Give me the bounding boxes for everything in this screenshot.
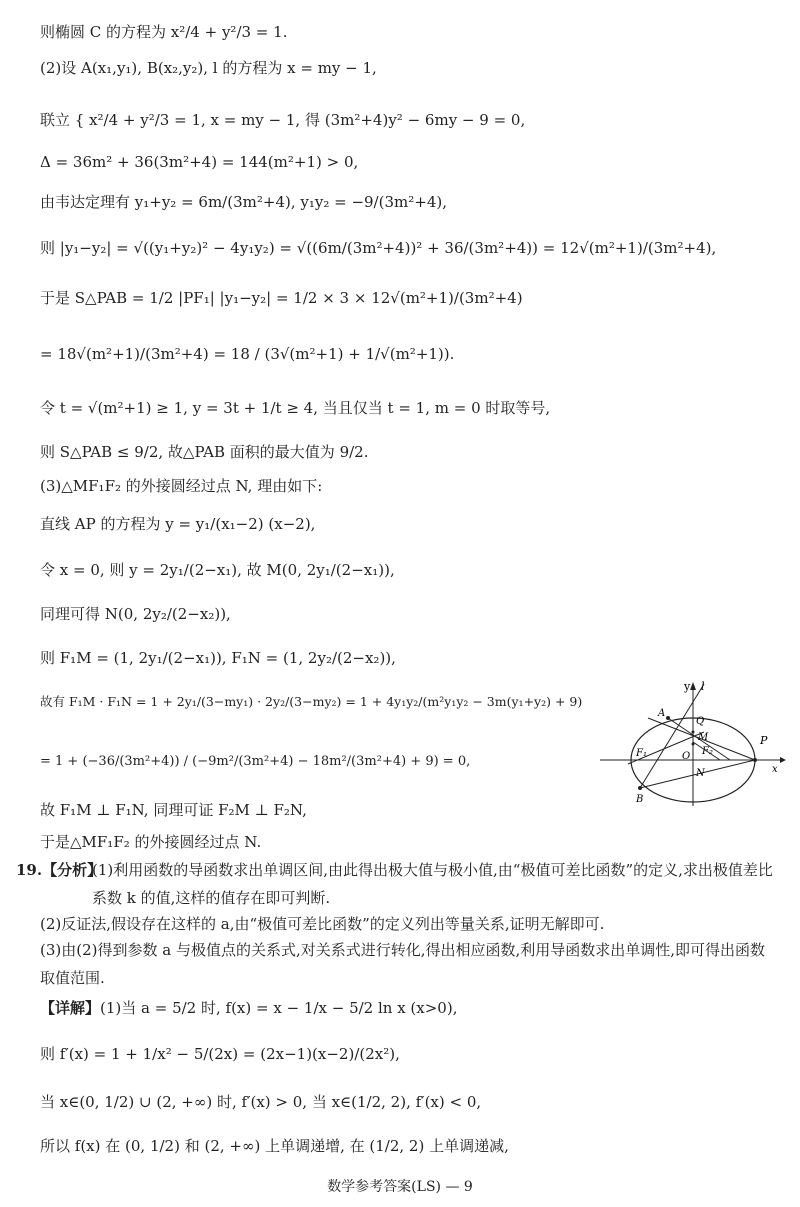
text-line: 则 |y₁−y₂| = √((y₁+y₂)² − 4y₁y₂) = √((6m/(3m²+4))² + 36/(3m²+4)) = 12√(m²+1)/(3m²+4), (40, 239, 717, 257)
text-line: (3)△MF₁F₂ 的外接圆经过点 N, 理由如下: (40, 477, 323, 495)
label-y: y (684, 680, 691, 693)
label-q: Q (696, 716, 705, 727)
text-line: (2)设 A(x₁,y₁), B(x₂,y₂), l 的方程为 x = my − 1, (40, 59, 377, 77)
label-p: P (760, 734, 768, 747)
label-l: l (701, 680, 705, 693)
text-line: 由韦达定理有 y₁+y₂ = 6m/(3m²+4), y₁y₂ = −9/(3m²+4), (40, 193, 447, 211)
detail-line: (1)当 a = 5/2 时, f(x) = x − 1/x − 5/2 ln x (x>0), (100, 999, 458, 1017)
detail-line: 当 x∈(0, 1/2) ∪ (2, +∞) 时, f′(x) > 0, 当 x∈(1/2, 2), f′(x) < 0, (40, 1093, 482, 1111)
text-line: 则 S△PAB ≤ 9/2, 故△PAB 面积的最大值为 9/2. (40, 443, 369, 461)
text-line: 于是△MF₁F₂ 的外接圆经过点 N. (40, 833, 262, 851)
text-line: 令 x = 0, 则 y = 2y₁/(2−x₁), 故 M(0, 2y₁/(2−x₁)), (40, 561, 395, 579)
text-line: = 18√(m²+1)/(3m²+4) = 18 / (3√(m²+1) + 1/√(m²+1)). (40, 345, 455, 363)
question-number: 19. (16, 861, 43, 879)
text-line: Δ = 36m² + 36(3m²+4) = 144(m²+1) > 0, (40, 153, 359, 171)
label-m: M (698, 732, 709, 743)
text-line: 令 t = √(m²+1) ≥ 1, y = 3t + 1/t ≥ 4, 当且仅当 t = 1, m = 0 时取等号, (40, 399, 551, 417)
label-x: x (772, 764, 778, 775)
analysis-line: (1)利用函数的导函数求出单调区间,由此得出极大值与极小值,由“极值可差比函数”的定义,求出极值差比系数 k 的值,这样的值存在即可判断. (92, 861, 773, 907)
ellipse-figure (600, 678, 790, 808)
text-line: 联立 { x²/4 + y²/3 = 1, x = my − 1, 得 (3m²+4)y² − 6my − 9 = 0, (40, 111, 526, 129)
text-line: 则 F₁M = (1, 2y₁/(2−x₁)), F₁N = (1, 2y₂/(2−x₂)), (40, 649, 396, 667)
text-line: = 1 + (−36/(3m²+4)) / (−9m²/(3m²+4) − 18m²/(3m²+4) + 9) = 0, (40, 754, 471, 769)
label-b: B (636, 794, 644, 805)
text-line: 直线 AP 的方程为 y = y₁/(x₁−2) (x−2), (40, 515, 316, 533)
analysis-tag: 【分析】 (42, 861, 103, 879)
text-line: 故有 F₁M · F₁N = 1 + 2y₁/(3−my₁) · 2y₂/(3−my₂) = 1 + 4y₁y₂/(m²y₁y₂ − 3m(y₁+y₂) + 9) (40, 694, 583, 709)
detail-line: 所以 f(x) 在 (0, 1/2) 和 (2, +∞) 上单调递增, 在 (1/2, 2) 上单调递减, (40, 1137, 509, 1155)
label-a: A (658, 708, 666, 719)
text-line: 故 F₁M ⊥ F₁N, 同理可证 F₂M ⊥ F₂N, (40, 801, 307, 819)
analysis-line: (2)反证法,假设存在这样的 a,由“极值可差比函数”的定义列出等量关系,证明无解即可. (40, 915, 605, 933)
label-n: N (696, 768, 705, 779)
text-line: 则椭圆 C 的方程为 x²/4 + y²/3 = 1. (40, 23, 288, 41)
label-o: O (682, 751, 691, 762)
detail-line: 则 f′(x) = 1 + 1/x² − 5/(2x) = (2x−1)(x−2)/(2x²), (40, 1045, 400, 1063)
text-line: 同理可得 N(0, 2y₂/(2−x₂)), (40, 605, 231, 623)
label-f2: F₂ (702, 746, 713, 757)
detail-tag: 【详解】 (40, 999, 101, 1017)
page-footer: 数学参考答案(LS) — 9 (327, 1179, 473, 1195)
label-f1: F₁ (636, 748, 647, 759)
analysis-line: (3)由(2)得到参数 a 与极值点的关系式,对关系式进行转化,得出相应函数,利用导函数求出单调性,即可得出函数取值范围. (40, 941, 766, 987)
text-line: 于是 S△PAB = 1/2 |PF₁| |y₁−y₂| = 1/2 × 3 × 12√(m²+1)/(3m²+4) (40, 289, 523, 307)
